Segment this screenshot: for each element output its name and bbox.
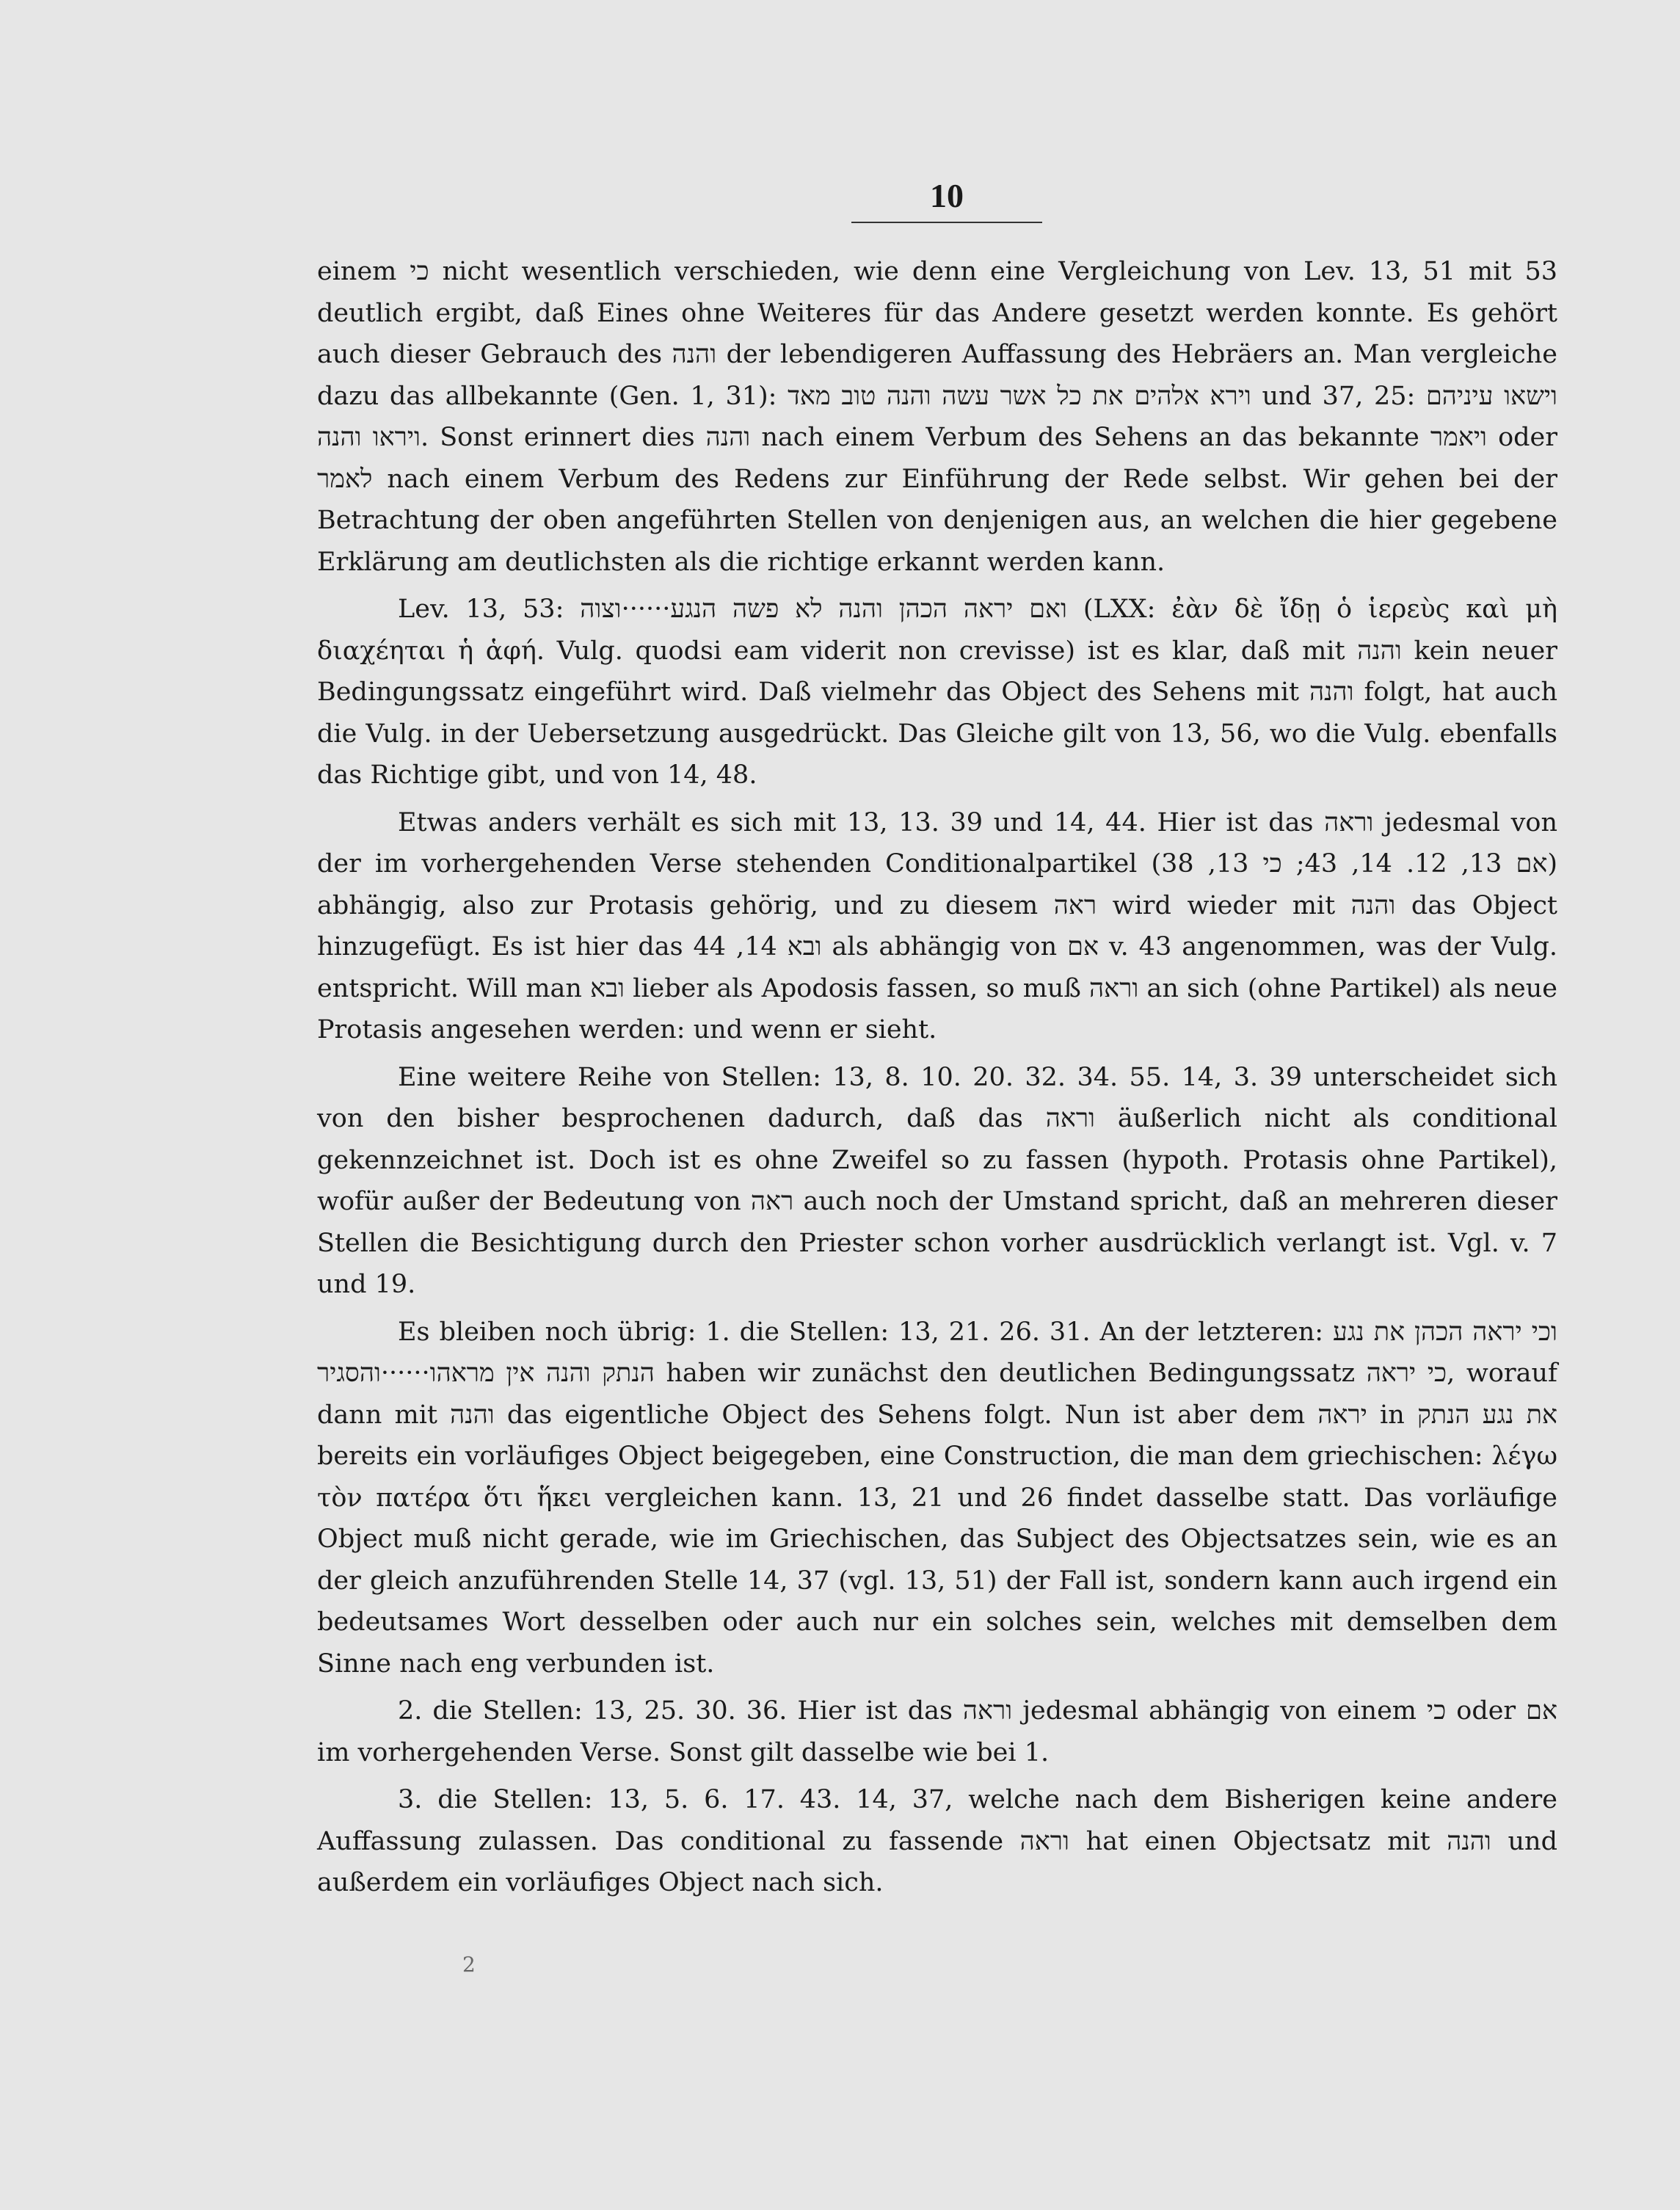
paragraph-6: 2. die Stellen: 13, 25. 30. 36. Hier ist das וראה jedesmal abhängig von einem כי oder אם im vorhergehenden Verse. Sonst gilt dasselbe wie bei 1.	[317, 1696, 1557, 1767]
paragraph-7: 3. die Stellen: 13, 5. 6. 17. 43. 14, 37, welche nach dem Bisherigen keine andere Auffassung zulassen. Das conditional zu fassende וראה hat einen Objectsatz mit והנה und außerdem ein vorläufiges Object nach sich.	[317, 1785, 1557, 1897]
page-number: 10	[930, 177, 964, 214]
header-rule	[851, 222, 1042, 223]
paragraph-5: Es bleiben noch übrig: 1. die Stellen: 13, 21. 26. 31. An der letzteren: וכי יראה הכהן את נגע הנתק והנה אין מראהו······והסגיר haben wir zunächst den deutlichen Bedingungssatz כי יראה, worauf dann mit והנה das eigentliche Object des Sehens folgt. Nun ist aber dem יראה in את נגע הנתק bereits ein vorläufiges Object beigegeben, eine Construction, die man dem griechischen: λέγω τὸν πατέρα ὅτι ἥκει vergleichen kann. 13, 21 und 26 findet dasselbe statt. Das vorläufige Object muß nicht gerade, wie im Griechischen, das Subject des Objectsatzes sein, wie es an der gleich anzuführenden Stelle 14, 37 (vgl. 13, 51) der Fall ist, sondern kann auch irgend ein bedeutsames Wort desselben oder auch nur ein solches sein, welches mit demselben dem Sinne nach eng verbunden ist.	[317, 1317, 1557, 1679]
paragraph-1: einem כי nicht wesentlich verschieden, wie denn eine Vergleichung von Lev. 13, 51 mit 53 deutlich ergibt, daß Eines ohne Weiteres für das Andere gesetzt werden konnte. Es gehört auch dieser Gebrauch des והנה der lebendigeren Auffassung des Hebräers an. Man vergleiche dazu das allbekannte (Gen. 1, 31): וירא אלהים את כל אשר עשה והנה טוב מאד und 37, 25: וישאו עיניהם ויראו והנה. Sonst erinnert dies והנה nach einem Verbum des Sehens an das bekannte ויאמר oder לאמר nach einem Verbum des Redens zur Einführung der Rede selbst. Wir gehen bei der Betrachtung der oben angeführten Stellen von denjenigen aus, an welchen die hier gegebene Erklärung am deutlichsten als die richtige erkannt werden kann.	[317, 257, 1558, 577]
body-text	[317, 251, 1557, 1904]
paragraph-3: Etwas anders verhält es sich mit 13, 13. 39 und 14, 44. Hier ist das וראה jedesmal von der im vorhergehenden Verse stehenden Conditionalpartikel (אם 13, 12. 14, 43; כי 13, 38) abhängig, also zur Protasis gehörig, und zu diesem ראה wird wieder mit והנה das Object hinzugefügt. Es ist hier das ובא 14, 44 als abhängig von אם v. 43 angenommen, was der Vulg. entspricht. Will man ובא lieber als Apodosis fassen, so muß וראה an sich (ohne Partikel) als neue Protasis angesehen werden: und wenn er sieht.	[317, 807, 1558, 1044]
paragraph-2: Lev. 13, 53: ואם יראה הכהן והנה לא פשה הנגע······וצוה (LXX: ἐὰν δὲ ἴδῃ ὁ ἱερεὺς καὶ μὴ διαχέηται ἡ ἁφή. Vulg. quodsi eam viderit non crevisse) ist es klar, daß mit והנה kein neuer Bedingungssatz eingeführt wird. Daß vielmehr das Object des Sehens mit והנה folgt, hat auch die Vulg. in der Uebersetzung ausgedrückt. Das Gleiche gilt von 13, 56, wo die Vulg. ebenfalls das Richtige gibt, und von 14, 48.	[317, 595, 1557, 790]
paragraph-4: Eine weitere Reihe von Stellen: 13, 8. 10. 20. 32. 34. 55. 14, 3. 39 unterscheidet sich von den bisher besprochenen dadurch, daß das וראה äußerlich nicht als conditional gekennzeichnet ist. Doch ist es ohne Zweifel so zu fassen (hypoth. Protasis ohne Partikel), wofür außer der Bedeutung von ראה auch noch der Umstand spricht, daß an mehreren dieser Stellen die Besichtigung durch den Priester schon vorher ausdrücklich verlangt ist. Vgl. v. 7 und 19.	[317, 1062, 1557, 1299]
footer-mark: 2	[462, 1952, 476, 1977]
